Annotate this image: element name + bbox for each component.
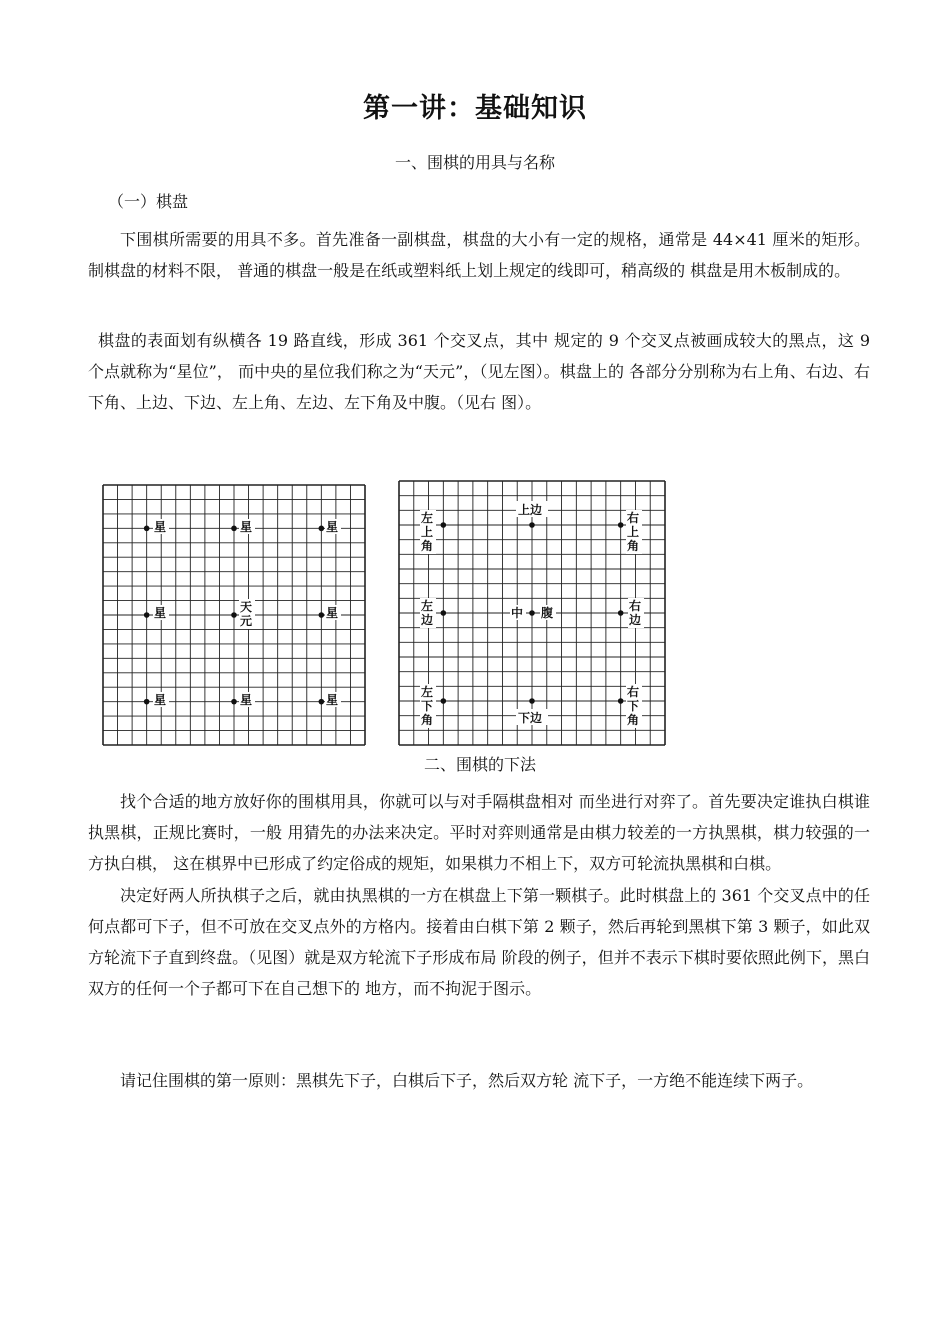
- star-label: 星: [240, 520, 253, 534]
- star-point: [441, 610, 447, 616]
- bottom-left-label-1: 左: [421, 685, 434, 699]
- star-label: 星: [326, 606, 339, 620]
- section-heading-how-to-play: 二、围棋的下法: [423, 755, 536, 774]
- bottom-side-label: 下边: [518, 711, 543, 725]
- bottom-right-label-3: 角: [627, 713, 640, 727]
- star-point: [319, 699, 325, 705]
- left-side-label-2: 边: [421, 613, 434, 627]
- star-point: [618, 698, 624, 704]
- tengen-label-1: 天: [240, 600, 253, 614]
- star-point: [231, 699, 237, 705]
- star-point: [231, 526, 237, 532]
- section-heading-tools: 一、围棋的用具与名称: [394, 153, 555, 172]
- top-right-label-3: 角: [627, 539, 640, 553]
- paragraph-choose-colors: 找个合适的地方放好你的围棋用具，你就可以与对手隔棋盘相对 而坐进行对弈了。首先要决定谁执白棋谁执黑棋，正规比赛时，一般 用猜先的办法来决定。平时对弈则通常是由棋力较差的一方执黑棋，棋力较强的一方执白棋， 这在棋界中已形成了约定俗成的规矩，如果棋力不相上下，双方可轮流执黑棋和白棋。: [88, 792, 870, 873]
- top-left-label-2: 上: [421, 525, 434, 539]
- figure-star-points-board: [102, 484, 366, 746]
- subsection-heading-board: （一）棋盘: [108, 192, 189, 211]
- left-side-label-1: 左: [421, 599, 434, 613]
- paragraph-board-intro: 下围棋所需要的用具不多。首先准备一副棋盘，棋盘的大小有一定的规格，通常是 44×41 厘米的矩形。制棋盘的材料不限， 普通的棋盘一般是在纸或塑料纸上划上规定的线即可，稍高级的 棋盘是用木板制成的。: [88, 230, 870, 280]
- star-point: [144, 526, 150, 532]
- star-point: [529, 610, 535, 616]
- star-point: [441, 522, 447, 528]
- star-point: [144, 612, 150, 618]
- star-point: [319, 612, 325, 618]
- figure-board-regions: [398, 480, 666, 746]
- star-point: [144, 699, 150, 705]
- paragraph-board-lines: 棋盘的表面划有纵横各 19 路直线，形成 361 个交叉点，其中 规定的 9 个交叉点被画成较大的黑点，这 9 个点就称为“星位”， 而中央的星位我们称之为“天元”，（见左图）。棋盘上的 各部分分别称为右上角、右边、右下角、上边、下边、左上角、左边、左下角及中腹。（见右 图）。: [88, 331, 870, 412]
- star-point: [319, 526, 325, 532]
- star-point: [618, 610, 624, 616]
- star-label: 星: [154, 693, 167, 707]
- bottom-right-label-1: 右: [627, 685, 640, 699]
- star-labels: [153, 519, 341, 707]
- star-label: 星: [326, 520, 339, 534]
- star-point: [618, 522, 624, 528]
- bottom-left-label-2: 下: [421, 699, 434, 713]
- star-point: [529, 522, 535, 528]
- center-label-2: 腹: [541, 606, 554, 620]
- star-point: [231, 612, 237, 618]
- star-points-board-svg: [102, 484, 366, 746]
- paragraph-first-principle: 请记住围棋的第一原则：黑棋先下子，白棋后下子，然后双方轮 流下子，一方绝不能连续下两子。: [120, 1071, 814, 1090]
- page-title: 第一讲：基础知识: [363, 93, 587, 124]
- top-side-label: 上边: [518, 503, 543, 517]
- star-label: 星: [154, 606, 167, 620]
- right-side-label-1: 右: [629, 599, 642, 613]
- bottom-right-label-2: 下: [627, 699, 640, 713]
- right-side-label-2: 边: [629, 613, 642, 627]
- top-left-label-1: 左: [421, 511, 434, 525]
- top-right-label-1: 右: [627, 511, 640, 525]
- paragraph-taking-turns: 决定好两人所执棋子之后，就由执黑棋的一方在棋盘上下第一颗棋子。此时棋盘上的 361 个交叉点中的任何点都可下子，但不可放在交叉点外的方格内。接着由白棋下第 2 颗子，然后再轮到黑棋下第 3 颗子，如此双方轮流下子直到终盘。（见图）就是双方轮流下子形成布局 阶段的例子，但并不表示下棋时要依照此例下，黑白双方的任何一个子都可下在自己想下的 地方，而不拘泥于图示。: [88, 886, 870, 998]
- board-regions-svg: [398, 480, 666, 746]
- star-label: 星: [240, 693, 253, 707]
- top-left-label-3: 角: [421, 539, 434, 553]
- star-point: [529, 698, 535, 704]
- star-point: [441, 698, 447, 704]
- top-right-label-2: 上: [627, 525, 640, 539]
- bottom-left-label-3: 角: [421, 713, 434, 727]
- star-label: 星: [154, 520, 167, 534]
- tengen-label-2: 元: [240, 614, 253, 628]
- center-label-1: 中: [511, 606, 524, 620]
- star-label: 星: [326, 693, 339, 707]
